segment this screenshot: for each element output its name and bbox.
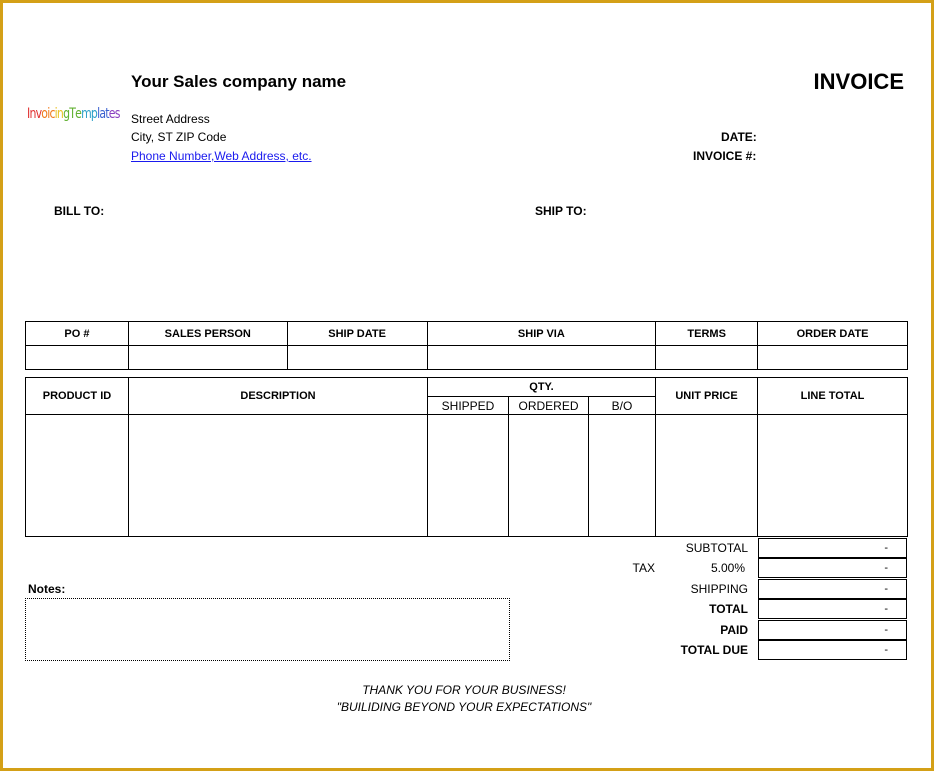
- shipped-header: SHIPPED: [428, 397, 509, 415]
- total-due-label: TOTAL DUE: [680, 643, 748, 657]
- ship-via-cell[interactable]: [427, 346, 656, 370]
- order-date-cell[interactable]: [758, 346, 908, 370]
- unit-price-header: UNIT PRICE: [656, 378, 758, 415]
- ship-to-label: SHIP TO:: [535, 204, 587, 218]
- invoice-number-label: INVOICE #:: [693, 149, 757, 163]
- line-total-cell[interactable]: [758, 415, 908, 537]
- subtotal-value: -: [758, 538, 907, 558]
- order-info-table: [25, 321, 908, 370]
- po-header: PO #: [26, 322, 129, 346]
- description-header: DESCRIPTION: [129, 378, 428, 415]
- slogan: "BUILIDING BEYOND YOUR EXPECTATIONS": [336, 700, 592, 714]
- street-address: Street Address: [131, 112, 210, 126]
- sales-person-cell[interactable]: [128, 346, 287, 370]
- shipping-value[interactable]: -: [758, 579, 907, 599]
- unit-price-cell[interactable]: [656, 415, 758, 537]
- date-label: DATE:: [721, 130, 757, 144]
- bo-header: B/O: [589, 397, 656, 415]
- invoice-title: INVOICE: [813, 69, 904, 94]
- sales-person-header: SALES PERSON: [128, 322, 287, 346]
- notes-box[interactable]: [25, 598, 510, 661]
- paid-label: PAID: [720, 623, 748, 637]
- contact-link[interactable]: Phone Number,Web Address, etc.: [131, 149, 312, 163]
- tax-value: -: [758, 558, 907, 578]
- paid-value[interactable]: -: [758, 620, 907, 640]
- ship-date-cell[interactable]: [287, 346, 427, 370]
- line-total-header: LINE TOTAL: [758, 378, 908, 415]
- description-cell[interactable]: [129, 415, 428, 537]
- table-row: [26, 415, 908, 537]
- company-name: Your Sales company name: [131, 72, 347, 91]
- logo-text: InvoicingTemplates: [27, 106, 120, 122]
- product-id-cell[interactable]: [26, 415, 129, 537]
- bo-cell[interactable]: [589, 415, 656, 537]
- terms-cell[interactable]: [656, 346, 758, 370]
- city-state-zip: City, ST ZIP Code: [131, 130, 227, 144]
- qty-header: QTY.: [428, 378, 656, 397]
- thanks-message: THANK YOU FOR YOUR BUSINESS!: [362, 683, 566, 697]
- total-label: TOTAL: [709, 602, 748, 616]
- company-logo: [27, 106, 120, 122]
- notes-label: Notes:: [28, 582, 66, 596]
- ordered-header: ORDERED: [509, 397, 589, 415]
- product-id-header: PRODUCT ID: [26, 378, 129, 415]
- shipped-cell[interactable]: [428, 415, 509, 537]
- tax-rate[interactable]: 5.00%: [710, 561, 745, 575]
- tax-label: TAX: [632, 561, 655, 575]
- subtotal-label: SUBTOTAL: [685, 541, 748, 555]
- total-due-value: -: [758, 640, 907, 660]
- shipping-label: SHIPPING: [690, 582, 748, 596]
- bill-to-label: BILL TO:: [54, 204, 105, 218]
- terms-header: TERMS: [656, 322, 758, 346]
- ordered-cell[interactable]: [509, 415, 589, 537]
- ship-via-header: SHIP VIA: [427, 322, 656, 346]
- order-date-header: ORDER DATE: [758, 322, 908, 346]
- ship-date-header: SHIP DATE: [287, 322, 427, 346]
- items-table: [25, 377, 908, 537]
- po-cell[interactable]: [26, 346, 129, 370]
- total-value: -: [758, 599, 907, 619]
